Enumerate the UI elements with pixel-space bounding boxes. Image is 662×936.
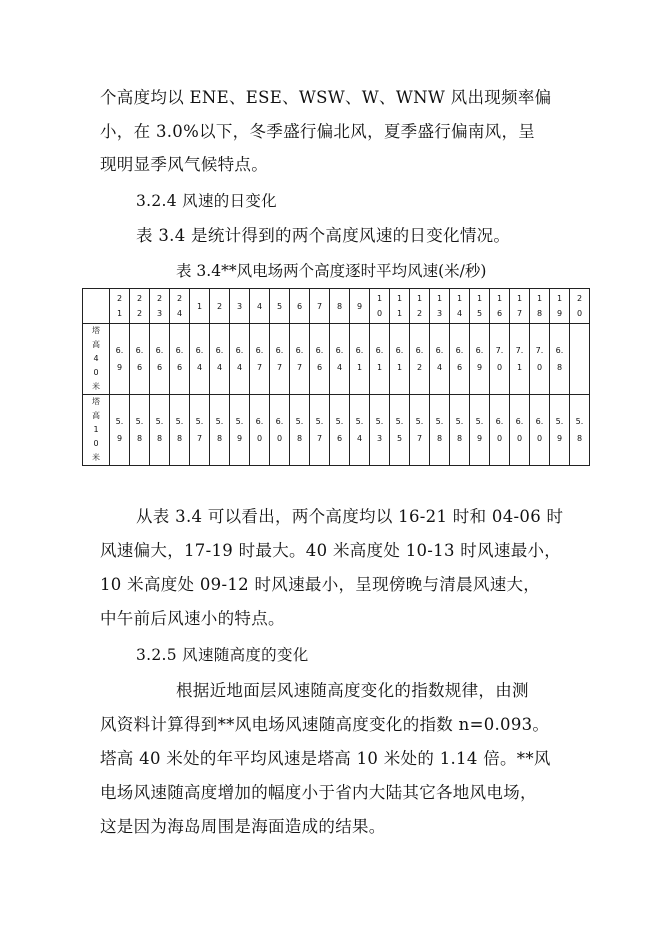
wind-speed-value: 7.1 bbox=[515, 346, 524, 372]
wind-speed-value: 6.0 bbox=[255, 417, 264, 443]
text-line: 塔高 40 米处的年平均风速是塔高 10 米处的 1.14 倍。**风 bbox=[100, 749, 551, 768]
hour-label: 10 bbox=[376, 294, 383, 318]
wind-speed-value: 5.8 bbox=[435, 417, 444, 443]
wind-speed-value: 5.9 bbox=[115, 417, 124, 443]
hour-label: 24 bbox=[176, 294, 183, 318]
wind-speed-cell bbox=[210, 395, 230, 466]
wind-speed-cell bbox=[110, 395, 130, 466]
wind-speed-value: 6.1 bbox=[355, 346, 364, 372]
hour-header-cell bbox=[530, 289, 550, 324]
hour-label: 18 bbox=[536, 294, 543, 318]
wind-speed-cell bbox=[570, 395, 590, 466]
hour-label: 4 bbox=[256, 301, 263, 311]
wind-speed-cell bbox=[270, 395, 290, 466]
hour-header-cell bbox=[370, 289, 390, 324]
wind-speed-value: 7.0 bbox=[495, 346, 504, 372]
wind-speed-value: 6.0 bbox=[515, 417, 524, 443]
hour-header-cell bbox=[570, 289, 590, 324]
wind-speed-value: 7.0 bbox=[535, 346, 544, 372]
wind-speed-value: 6.1 bbox=[395, 346, 404, 372]
wind-speed-value: 5.7 bbox=[195, 417, 204, 443]
wind-speed-cell bbox=[530, 395, 550, 466]
wind-speed-value: 5.8 bbox=[175, 417, 184, 443]
wind-speed-cell bbox=[190, 324, 210, 395]
wind-speed-cell bbox=[330, 395, 350, 466]
wind-speed-cell bbox=[350, 324, 370, 395]
hour-label: 16 bbox=[496, 294, 503, 318]
wind-speed-cell bbox=[490, 324, 510, 395]
text-line: 10 米高度处 09-12 时风速最小，呈现傍晚与清晨风速大， bbox=[100, 575, 541, 594]
wind-speed-cell bbox=[150, 324, 170, 395]
wind-speed-value: 6.9 bbox=[115, 346, 124, 372]
table-header-row bbox=[83, 289, 590, 324]
wind-speed-value: 5.8 bbox=[575, 417, 584, 443]
hour-label: 9 bbox=[356, 301, 363, 311]
text-line: 现明显季风气候特点。 bbox=[100, 155, 268, 174]
wind-speed-value: 5.7 bbox=[415, 417, 424, 443]
wind-speed-value: 6.6 bbox=[175, 346, 184, 372]
hour-label: 17 bbox=[516, 294, 523, 318]
hour-label: 2 bbox=[216, 301, 223, 311]
wind-speed-value: 6.2 bbox=[415, 346, 424, 372]
hour-label: 8 bbox=[336, 301, 343, 311]
text-line: 从表 3.4 可以看出，两个高度均以 16-21 时和 04-06 时 bbox=[136, 507, 564, 526]
wind-speed-cell bbox=[530, 324, 550, 395]
wind-speed-value: 6.7 bbox=[275, 346, 284, 372]
wind-speed-cell bbox=[550, 395, 570, 466]
hour-header-cell bbox=[310, 289, 330, 324]
wind-speed-cell bbox=[230, 395, 250, 466]
hour-header-cell bbox=[410, 289, 430, 324]
wind-speed-value: 6.6 bbox=[135, 346, 144, 372]
table-data-row bbox=[83, 324, 590, 395]
wind-speed-cell bbox=[510, 395, 530, 466]
wind-speed-cell bbox=[450, 395, 470, 466]
wind-speed-value: 5.8 bbox=[155, 417, 164, 443]
hour-label: 12 bbox=[416, 294, 423, 318]
wind-speed-value: 5.8 bbox=[455, 417, 464, 443]
wind-speed-cell bbox=[350, 395, 370, 466]
text-line: 风速偏大，17-19 时最大。40 米高度处 10-13 时风速最小， bbox=[100, 541, 562, 560]
hour-header-cell bbox=[470, 289, 490, 324]
wind-speed-value: 5.5 bbox=[395, 417, 404, 443]
hour-header-cell bbox=[210, 289, 230, 324]
hour-header-cell bbox=[430, 289, 450, 324]
table-data-row bbox=[83, 395, 590, 466]
wind-speed-cell bbox=[390, 324, 410, 395]
wind-speed-value: 5.3 bbox=[375, 417, 384, 443]
hour-header-cell bbox=[130, 289, 150, 324]
wind-speed-value: 6.4 bbox=[335, 346, 344, 372]
wind-speed-cell bbox=[410, 324, 430, 395]
wind-speed-value: 6.6 bbox=[455, 346, 464, 372]
section-heading-3-2-4: 3.2.4 风速的日变化 bbox=[136, 192, 277, 210]
wind-speed-value: 6.0 bbox=[535, 417, 544, 443]
wind-speed-value: 5.9 bbox=[235, 417, 244, 443]
section-heading-3-2-5: 3.2.5 风速随高度的变化 bbox=[136, 646, 309, 664]
hour-header-cell bbox=[330, 289, 350, 324]
wind-speed-cell bbox=[130, 395, 150, 466]
wind-speed-cell bbox=[250, 324, 270, 395]
hour-label: 13 bbox=[436, 294, 443, 318]
wind-speed-cell bbox=[510, 324, 530, 395]
text-line: 这是因为海岛周围是海面造成的结果。 bbox=[100, 817, 386, 836]
table-corner-cell bbox=[83, 289, 110, 324]
wind-speed-cell bbox=[470, 395, 490, 466]
hour-label: 21 bbox=[116, 294, 123, 318]
wind-speed-cell bbox=[430, 324, 450, 395]
wind-speed-cell bbox=[410, 395, 430, 466]
text-line: 根据近地面层风速随高度变化的指数规律，由测 bbox=[176, 681, 529, 700]
wind-speed-cell bbox=[310, 324, 330, 395]
wind-speed-value: 5.9 bbox=[555, 417, 564, 443]
hourly-wind-speed-table bbox=[82, 288, 590, 466]
wind-speed-value: 6.7 bbox=[295, 346, 304, 372]
text-line: 中午前后风速小的特点。 bbox=[100, 609, 285, 628]
text-line: 小，在 3.0%以下，冬季盛行偏北风，夏季盛行偏南风，呈 bbox=[100, 122, 536, 141]
hour-label: 7 bbox=[316, 301, 323, 311]
row-label-cell bbox=[83, 395, 110, 466]
wind-speed-cell bbox=[170, 395, 190, 466]
table-caption: 表 3.4**风电场两个高度逐时平均风速(米/秒) bbox=[176, 262, 487, 280]
hour-header-cell bbox=[170, 289, 190, 324]
row-label: 塔高40米 bbox=[92, 326, 100, 391]
wind-speed-cell bbox=[290, 395, 310, 466]
wind-speed-value: 5.8 bbox=[135, 417, 144, 443]
wind-speed-cell bbox=[490, 395, 510, 466]
hour-header-cell bbox=[270, 289, 290, 324]
wind-speed-cell bbox=[110, 324, 130, 395]
hour-header-cell bbox=[110, 289, 130, 324]
wind-speed-cell bbox=[370, 395, 390, 466]
wind-speed-cell bbox=[570, 324, 590, 395]
wind-speed-cell bbox=[230, 324, 250, 395]
hour-header-cell bbox=[250, 289, 270, 324]
wind-speed-cell bbox=[290, 324, 310, 395]
wind-speed-cell bbox=[270, 324, 290, 395]
text-line: 电场风速随高度增加的幅度小于省内大陆其它各地风电场， bbox=[100, 783, 537, 802]
wind-speed-value: 5.7 bbox=[315, 417, 324, 443]
hour-label: 6 bbox=[296, 301, 303, 311]
hour-header-cell bbox=[450, 289, 470, 324]
wind-speed-value: 6.0 bbox=[495, 417, 504, 443]
hour-label: 19 bbox=[556, 294, 563, 318]
wind-speed-cell bbox=[150, 395, 170, 466]
hour-label: 23 bbox=[156, 294, 163, 318]
wind-speed-value: 5.6 bbox=[335, 417, 344, 443]
wind-speed-cell bbox=[170, 324, 190, 395]
hour-header-cell bbox=[510, 289, 530, 324]
hour-label: 20 bbox=[576, 294, 583, 318]
hour-label: 3 bbox=[236, 301, 243, 311]
wind-speed-value: 5.9 bbox=[475, 417, 484, 443]
hour-label: 5 bbox=[276, 301, 283, 311]
wind-speed-cell bbox=[470, 324, 490, 395]
wind-speed-cell bbox=[190, 395, 210, 466]
hour-header-cell bbox=[230, 289, 250, 324]
wind-speed-value: 6.9 bbox=[475, 346, 484, 372]
wind-speed-value: 6.4 bbox=[215, 346, 224, 372]
wind-speed-cell bbox=[430, 395, 450, 466]
hour-label: 22 bbox=[136, 294, 143, 318]
hour-header-cell bbox=[490, 289, 510, 324]
hour-label: 14 bbox=[456, 294, 463, 318]
wind-speed-value: 6.7 bbox=[255, 346, 264, 372]
hour-label: 11 bbox=[396, 294, 403, 318]
wind-speed-cell bbox=[390, 395, 410, 466]
text-line: 个高度均以 ENE、ESE、WSW、W、WNW 风出现频率偏 bbox=[100, 88, 552, 107]
hour-header-cell bbox=[290, 289, 310, 324]
hour-label: 1 bbox=[196, 301, 203, 311]
hour-header-cell bbox=[350, 289, 370, 324]
wind-speed-value: 6.6 bbox=[315, 346, 324, 372]
wind-speed-cell bbox=[210, 324, 230, 395]
wind-speed-cell bbox=[310, 395, 330, 466]
wind-speed-value: 6.1 bbox=[375, 346, 384, 372]
row-label-cell bbox=[83, 324, 110, 395]
wind-speed-value: 6.4 bbox=[235, 346, 244, 372]
wind-speed-cell bbox=[370, 324, 390, 395]
wind-speed-value: 5.4 bbox=[355, 417, 364, 443]
wind-speed-value: 5.8 bbox=[295, 417, 304, 443]
wind-speed-value: 6.8 bbox=[555, 346, 564, 372]
wind-speed-cell bbox=[250, 395, 270, 466]
wind-speed-value: 6.4 bbox=[435, 346, 444, 372]
hour-header-cell bbox=[550, 289, 570, 324]
wind-speed-value: 6.6 bbox=[155, 346, 164, 372]
text-line: 风资料计算得到**风电场风速随高度变化的指数 n=0.093。 bbox=[100, 715, 550, 734]
wind-speed-value: 6.0 bbox=[275, 417, 284, 443]
wind-speed-value: 5.8 bbox=[215, 417, 224, 443]
hour-header-cell bbox=[190, 289, 210, 324]
hour-header-cell bbox=[390, 289, 410, 324]
hour-label: 15 bbox=[476, 294, 483, 318]
wind-speed-value: 6.4 bbox=[195, 346, 204, 372]
wind-speed-cell bbox=[130, 324, 150, 395]
wind-speed-cell bbox=[550, 324, 570, 395]
hour-header-cell bbox=[150, 289, 170, 324]
wind-speed-cell bbox=[330, 324, 350, 395]
row-label: 塔高10米 bbox=[92, 397, 100, 462]
wind-speed-cell bbox=[450, 324, 470, 395]
table-intro-text: 表 3.4 是统计得到的两个高度风速的日变化情况。 bbox=[136, 226, 511, 245]
